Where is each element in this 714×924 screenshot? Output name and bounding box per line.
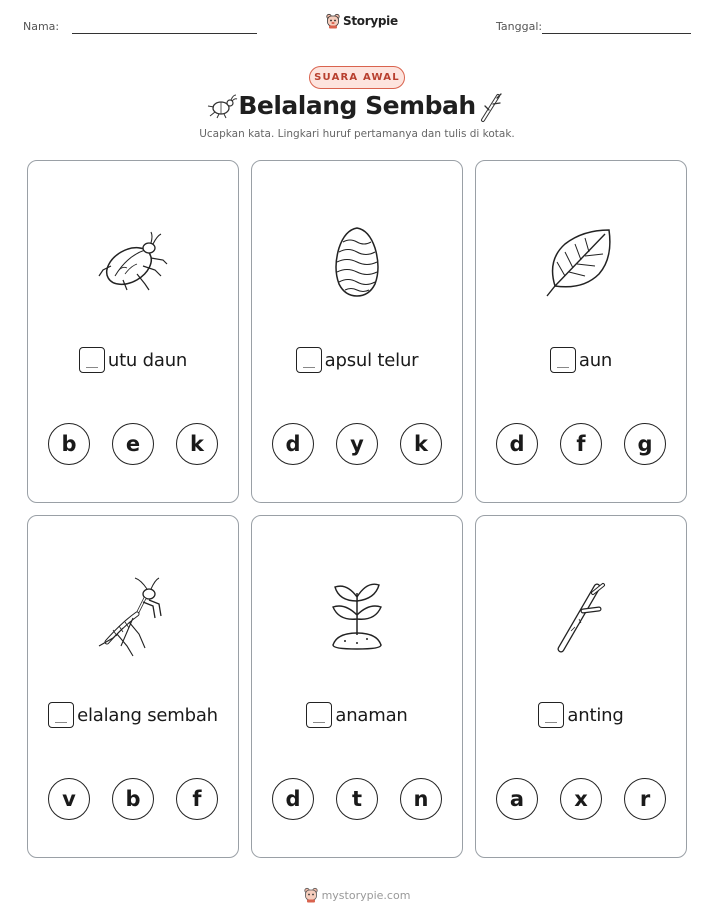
- topic-badge: SUARA AWAL: [309, 66, 405, 89]
- word-rest: aun: [578, 349, 613, 371]
- answer-box[interactable]: [550, 347, 576, 373]
- letter-choice[interactable]: f: [560, 423, 602, 465]
- letter-choice[interactable]: a: [496, 778, 538, 820]
- word-rest: anting: [567, 704, 624, 726]
- page-title: Belalang Sembah: [238, 91, 476, 120]
- date-label: Tanggal:: [496, 20, 543, 33]
- letter-choice[interactable]: b: [48, 423, 90, 465]
- twig-icon: [478, 91, 504, 128]
- date-line[interactable]: [542, 33, 691, 34]
- answer-box[interactable]: [296, 347, 322, 373]
- letter-choice[interactable]: n: [400, 778, 442, 820]
- word-rest: elalang sembah: [77, 704, 218, 726]
- name-line[interactable]: [72, 33, 257, 34]
- word-card: [27, 515, 239, 858]
- footer-site[interactable]: mystorypie.com: [321, 888, 411, 902]
- brand-logo: [326, 13, 398, 29]
- letter-choice[interactable]: k: [176, 423, 218, 465]
- egg-case-icon: [252, 217, 462, 307]
- letter-choice[interactable]: d: [272, 778, 314, 820]
- bear-icon: [304, 887, 318, 903]
- word-card: [475, 515, 687, 858]
- word-card: [27, 160, 239, 503]
- letter-choice[interactable]: r: [624, 778, 666, 820]
- word-card: [251, 515, 463, 858]
- footer: [0, 887, 714, 903]
- leaf-icon: [476, 217, 686, 307]
- letter-choice[interactable]: g: [624, 423, 666, 465]
- beetle-icon: [28, 217, 238, 307]
- letter-choice[interactable]: f: [176, 778, 218, 820]
- word-rest: utu daun: [107, 349, 188, 371]
- word-rest: anaman: [335, 704, 408, 726]
- answer-box[interactable]: [306, 702, 332, 728]
- word-rest: apsul telur: [324, 349, 419, 371]
- brand-name: Storypie: [343, 14, 398, 28]
- letter-choice[interactable]: x: [560, 778, 602, 820]
- letter-choice[interactable]: d: [496, 423, 538, 465]
- mantis-icon: [28, 572, 238, 662]
- answer-box[interactable]: [538, 702, 564, 728]
- letter-choice[interactable]: y: [336, 423, 378, 465]
- bear-icon: [326, 13, 340, 29]
- plant-icon: [252, 572, 462, 662]
- letter-choice[interactable]: v: [48, 778, 90, 820]
- letter-choice[interactable]: t: [336, 778, 378, 820]
- twig-icon: [476, 572, 686, 662]
- word-card: [251, 160, 463, 503]
- instruction-text: Ucapkan kata. Lingkari huruf pertamanya dan tulis di kotak.: [199, 128, 515, 140]
- letter-choice[interactable]: d: [272, 423, 314, 465]
- name-label: Nama:: [23, 20, 60, 33]
- word-card: [475, 160, 687, 503]
- letter-choice[interactable]: e: [112, 423, 154, 465]
- letter-choice[interactable]: b: [112, 778, 154, 820]
- answer-box[interactable]: [79, 347, 105, 373]
- answer-box[interactable]: [48, 702, 74, 728]
- letter-choice[interactable]: k: [400, 423, 442, 465]
